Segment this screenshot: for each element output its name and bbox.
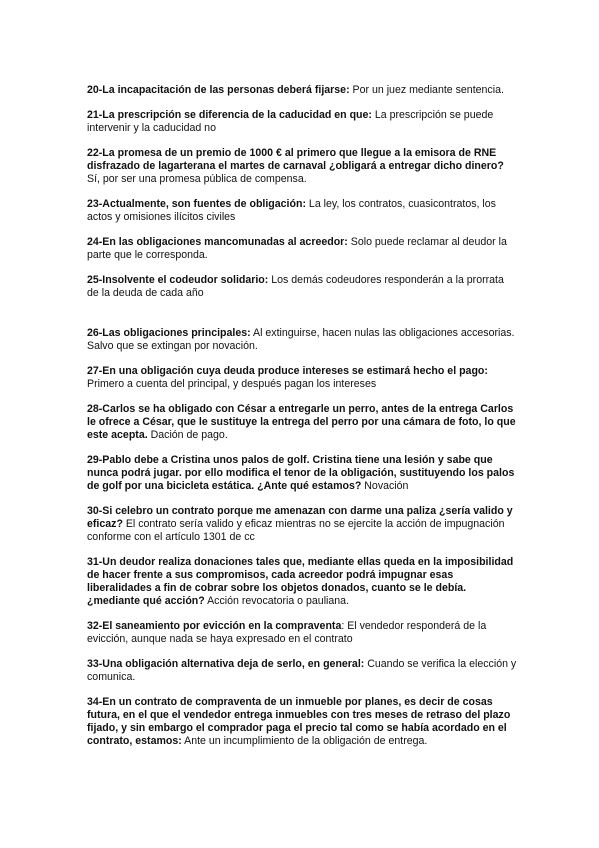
answer-text: El contrato sería valido y eficaz mientras no se ejercite la acción de impugnación conforme con el artículo 1301 de cc xyxy=(87,518,505,543)
question-25 xyxy=(87,274,517,300)
answer-text: Al extinguirse, hacen nulas las obligaciones accesorias. Salvo que se extingan por novación. xyxy=(87,327,515,352)
document-page xyxy=(87,84,517,760)
question-text: 21-La prescripción se diferencia de la caducidad en que: xyxy=(87,109,372,121)
question-23 xyxy=(87,198,517,224)
answer-text: Sí, por ser una promesa pública de compensa. xyxy=(87,173,307,185)
question-30 xyxy=(87,505,517,544)
answer-text: Cuando se verifica la elección y comunica. xyxy=(87,658,517,683)
question-26 xyxy=(87,327,517,353)
question-text: 29-Pablo debe a Cristina unos palos de golf. Cristina tiene una lesión y sabe que nunca podrá jugar. por ello modifica el tenor de la obligación, sustituyendo los palos de golf por una bicicleta estática. ¿Ante qué estamos? xyxy=(87,454,515,492)
question-33 xyxy=(87,658,517,684)
question-34 xyxy=(87,696,517,748)
answer-text: Por un juez mediante sentencia. xyxy=(349,84,504,96)
question-31 xyxy=(87,556,517,608)
question-text: 28-Carlos se ha obligado con César a entregarle un perro, antes de la entrega Carlos le ofrece a César, que le sustituye la entrega del perro por una cámara de foto, lo que este acepta. xyxy=(87,403,516,441)
question-28 xyxy=(87,403,517,442)
question-27 xyxy=(87,365,517,391)
question-text: 25-Insolvente el codeudor solidario: xyxy=(87,274,269,286)
question-text: 32-El saneamiento por evicción en la compraventa xyxy=(87,620,342,632)
question-text: 24-En las obligaciones mancomunadas al acreedor: xyxy=(87,236,348,248)
answer-text: Ante un incumplimiento de la obligación de entrega. xyxy=(181,735,428,747)
answer-text: Novación xyxy=(361,480,409,492)
question-24 xyxy=(87,236,517,262)
answer-text: Acción revocatoria o pauliana. xyxy=(204,595,350,607)
question-text: 31-Un deudor realiza donaciones tales que, mediante ellas queda en la imposibilidad de hacer frente a sus compromisos, cada acreedor podrá impugnar esas liberalidades a fin de cobrar sobre los objetos donados, cuanto se le debía. ¿mediante qué acción? xyxy=(87,556,514,607)
answer-text: Primero a cuenta del principal, y después pagan los intereses xyxy=(87,378,377,390)
question-21 xyxy=(87,109,517,135)
question-text: 22-La promesa de un premio de 1000 € al primero que llegue a la emisora de RNE disfrazado de lagarterana el martes de carnaval ¿obligará a entregar dicho dinero? xyxy=(87,147,504,172)
answer-text: Solo puede reclamar al deudor la parte que le corresponda. xyxy=(87,236,507,261)
question-text: 30-Si celebro un contrato porque me amenazan con darme una paliza ¿sería valido y eficaz? xyxy=(87,505,513,530)
answer-text: Dación de pago. xyxy=(147,429,228,441)
question-text: 26-Las obligaciones principales: xyxy=(87,327,251,339)
question-text: 27-En una obligación cuya deuda produce intereses se estimará hecho el pago: xyxy=(87,365,488,377)
question-text: 20-La incapacitación de las personas deberá fijarse: xyxy=(87,84,350,96)
question-text: 34-En un contrato de compraventa de un inmueble por planes, es decir de cosas futura, en el que el vendedor entrega inmuebles con tres meses de retraso del plazo fijado, y sin embargo el comprador paga el precio tal como se había acordado en el contrato, estamos: xyxy=(87,696,511,747)
question-20 xyxy=(87,84,517,97)
answer-text: Los demás codeudores responderán a la prorrata de la deuda de cada año xyxy=(87,274,504,299)
answer-text: : El vendedor responderá de la evicción, aunque nada se haya expresado en el contrato xyxy=(87,620,487,645)
question-text: 23-Actualmente, son fuentes de obligación: xyxy=(87,198,306,210)
question-22 xyxy=(87,147,517,186)
question-32 xyxy=(87,620,517,646)
question-text: 33-Una obligación alternativa deja de serlo, en general: xyxy=(87,658,365,670)
answer-text: La prescripción se puede intervenir y la caducidad no xyxy=(87,109,494,134)
question-29 xyxy=(87,454,517,493)
answer-text: La ley, los contratos, cuasicontratos, los actos y omisiones ilícitos civiles xyxy=(87,198,496,223)
